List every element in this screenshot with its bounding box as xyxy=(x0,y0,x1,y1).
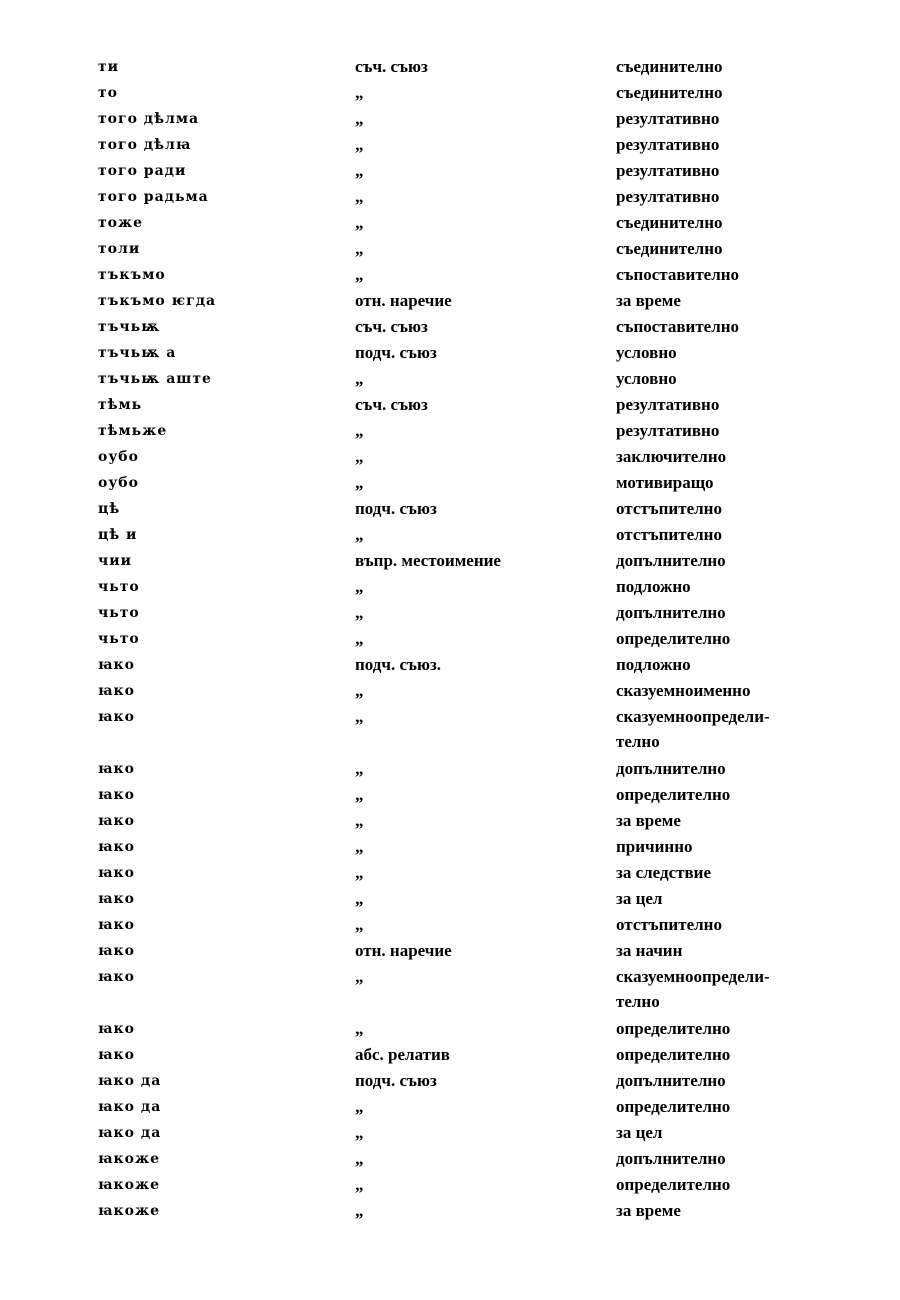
old-church-slavonic-word: цѣ xyxy=(98,501,121,517)
table-row xyxy=(0,938,900,964)
table-row xyxy=(0,236,900,262)
grammatical-category: „ xyxy=(355,447,364,466)
syntactic-function: за следствие xyxy=(616,863,712,882)
syntactic-function: за време xyxy=(616,1201,681,1220)
syntactic-function: съединително xyxy=(616,239,723,258)
grammatical-category: „ xyxy=(355,213,364,232)
table-row xyxy=(0,1198,900,1224)
table-row xyxy=(0,288,900,314)
syntactic-function: съединително xyxy=(616,83,723,102)
table-row xyxy=(0,1094,900,1120)
glossary-table xyxy=(0,54,900,1224)
grammatical-category: подч. съюз. xyxy=(355,655,442,674)
table-row xyxy=(0,574,900,600)
grammatical-category: подч. съюз xyxy=(355,1071,437,1090)
old-church-slavonic-word: оубо xyxy=(98,449,139,465)
old-church-slavonic-word: ꙗко xyxy=(98,969,135,985)
grammatical-category: „ xyxy=(355,1149,364,1168)
old-church-slavonic-word: ꙗко xyxy=(98,683,135,699)
old-church-slavonic-word: ꙗко да xyxy=(98,1125,162,1141)
table-row xyxy=(0,1068,900,1094)
grammatical-category: „ xyxy=(355,967,364,986)
syntactic-function: за цел xyxy=(616,889,663,908)
syntactic-function: сказуемноименно xyxy=(616,681,751,700)
grammatical-category: „ xyxy=(355,525,364,544)
grammatical-category: „ xyxy=(355,239,364,258)
old-church-slavonic-word: то xyxy=(98,85,119,101)
old-church-slavonic-word: того ради xyxy=(98,163,187,179)
grammatical-category: „ xyxy=(355,1123,364,1142)
syntactic-function: резултативно xyxy=(616,421,720,440)
grammatical-category: отн. наречие xyxy=(355,291,452,310)
syntactic-function: причинно xyxy=(616,837,693,856)
table-row xyxy=(0,548,900,574)
grammatical-category: „ xyxy=(355,785,364,804)
table-row xyxy=(0,652,900,678)
syntactic-function: допълнително xyxy=(616,759,726,778)
old-church-slavonic-word: ꙗко xyxy=(98,839,135,855)
old-church-slavonic-word: ꙗко xyxy=(98,943,135,959)
old-church-slavonic-word: тѣмьже xyxy=(98,423,168,439)
old-church-slavonic-word: чьто xyxy=(98,631,140,647)
old-church-slavonic-word: тъкъмо xyxy=(98,267,166,283)
grammatical-category: „ xyxy=(355,707,364,726)
grammatical-category: „ xyxy=(355,473,364,492)
table-row xyxy=(0,418,900,444)
old-church-slavonic-word: чии xyxy=(98,553,133,569)
grammatical-category: „ xyxy=(355,265,364,284)
old-church-slavonic-word: тоже xyxy=(98,215,144,231)
syntactic-function: заключително xyxy=(616,447,727,466)
table-row xyxy=(0,912,900,938)
syntactic-function: за цел xyxy=(616,1123,663,1142)
syntactic-function: подложно xyxy=(616,577,691,596)
old-church-slavonic-word: ꙗко xyxy=(98,917,135,933)
grammatical-category: абс. релатив xyxy=(355,1045,450,1064)
syntactic-function: съединително xyxy=(616,213,723,232)
table-row xyxy=(0,808,900,834)
old-church-slavonic-word: ꙗко xyxy=(98,865,135,881)
syntactic-function: допълнително xyxy=(616,603,726,622)
syntactic-function: отстъпително xyxy=(616,499,722,518)
syntactic-function: сказуемноопредели- телно xyxy=(616,707,770,751)
old-church-slavonic-word: ꙗко xyxy=(98,1047,135,1063)
table-row xyxy=(0,262,900,288)
old-church-slavonic-word: ꙗко xyxy=(98,657,135,673)
table-row xyxy=(0,314,900,340)
table-row xyxy=(0,444,900,470)
table-row xyxy=(0,886,900,912)
old-church-slavonic-word: ꙗкоже xyxy=(98,1203,161,1219)
table-row xyxy=(0,1172,900,1198)
syntactic-function: съпоставително xyxy=(616,265,740,284)
old-church-slavonic-word: чьто xyxy=(98,579,140,595)
syntactic-function: съединително xyxy=(616,57,723,76)
grammatical-category: „ xyxy=(355,1175,364,1194)
old-church-slavonic-word: тъчьѭ xyxy=(98,319,161,335)
syntactic-function: за време xyxy=(616,811,681,830)
syntactic-function: резултативно xyxy=(616,187,720,206)
syntactic-function: отстъпително xyxy=(616,915,722,934)
syntactic-function: подложно xyxy=(616,655,691,674)
grammatical-category: „ xyxy=(355,1019,364,1038)
grammatical-category: „ xyxy=(355,603,364,622)
grammatical-category: съч. съюз xyxy=(355,317,428,336)
old-church-slavonic-word: ꙗко да xyxy=(98,1099,162,1115)
syntactic-function: условно xyxy=(616,369,677,388)
grammatical-category: „ xyxy=(355,109,364,128)
grammatical-category: „ xyxy=(355,837,364,856)
grammatical-category: подч. съюз xyxy=(355,499,437,518)
table-row xyxy=(0,184,900,210)
grammatical-category: „ xyxy=(355,629,364,648)
table-row xyxy=(0,392,900,418)
table-row xyxy=(0,626,900,652)
old-church-slavonic-word: ꙗко xyxy=(98,1021,135,1037)
table-row xyxy=(0,210,900,236)
syntactic-function: допълнително xyxy=(616,1149,726,1168)
old-church-slavonic-word: ꙗко xyxy=(98,709,135,725)
table-row xyxy=(0,1146,900,1172)
table-row xyxy=(0,860,900,886)
table-row xyxy=(0,782,900,808)
table-row xyxy=(0,1016,900,1042)
old-church-slavonic-word: чьто xyxy=(98,605,140,621)
table-row xyxy=(0,704,900,756)
table-row xyxy=(0,80,900,106)
grammatical-category: отн. наречие xyxy=(355,941,452,960)
grammatical-category: „ xyxy=(355,863,364,882)
table-row xyxy=(0,1042,900,1068)
table-row xyxy=(0,756,900,782)
old-church-slavonic-word: того дѣлꙗ xyxy=(98,137,192,153)
table-row xyxy=(0,522,900,548)
old-church-slavonic-word: тъчьѭ аште xyxy=(98,371,212,387)
table-row xyxy=(0,678,900,704)
table-row xyxy=(0,470,900,496)
old-church-slavonic-word: оубо xyxy=(98,475,139,491)
grammatical-category: съч. съюз xyxy=(355,395,428,414)
table-row xyxy=(0,600,900,626)
grammatical-category: „ xyxy=(355,759,364,778)
old-church-slavonic-word: ꙗко xyxy=(98,891,135,907)
old-church-slavonic-word: ꙗко да xyxy=(98,1073,162,1089)
table-row xyxy=(0,496,900,522)
old-church-slavonic-word: толи xyxy=(98,241,141,257)
grammatical-category: „ xyxy=(355,1097,364,1116)
grammatical-category: „ xyxy=(355,577,364,596)
syntactic-function: съпоставително xyxy=(616,317,740,336)
table-row xyxy=(0,1120,900,1146)
syntactic-function: определително xyxy=(616,785,731,804)
syntactic-function: сказуемноопредели- телно xyxy=(616,967,770,1011)
table-row xyxy=(0,132,900,158)
old-church-slavonic-word: ꙗкоже xyxy=(98,1177,161,1193)
grammatical-category: „ xyxy=(355,83,364,102)
syntactic-function: отстъпително xyxy=(616,525,722,544)
syntactic-function: определително xyxy=(616,1175,731,1194)
syntactic-function: допълнително xyxy=(616,1071,726,1090)
grammatical-category: въпр. местоимение xyxy=(355,551,501,570)
grammatical-category: „ xyxy=(355,369,364,388)
table-row xyxy=(0,834,900,860)
grammatical-category: „ xyxy=(355,1201,364,1220)
old-church-slavonic-word: тъкъмо ѥгда xyxy=(98,293,217,309)
old-church-slavonic-word: того дѣлма xyxy=(98,111,200,127)
old-church-slavonic-word: ꙗко xyxy=(98,813,135,829)
grammatical-category: „ xyxy=(355,161,364,180)
grammatical-category: „ xyxy=(355,135,364,154)
grammatical-category: подч. съюз xyxy=(355,343,437,362)
old-church-slavonic-word: тъчьѭ а xyxy=(98,345,177,361)
syntactic-function: мотивиращо xyxy=(616,473,714,492)
table-row xyxy=(0,106,900,132)
table-row xyxy=(0,54,900,80)
syntactic-function: резултативно xyxy=(616,161,720,180)
table-row xyxy=(0,964,900,1016)
grammatical-category: „ xyxy=(355,421,364,440)
old-church-slavonic-word: того радьма xyxy=(98,189,209,205)
table-row xyxy=(0,158,900,184)
syntactic-function: за време xyxy=(616,291,681,310)
table-row xyxy=(0,340,900,366)
old-church-slavonic-word: ꙗко xyxy=(98,787,135,803)
old-church-slavonic-word: ꙗкоже xyxy=(98,1151,161,1167)
syntactic-function: резултативно xyxy=(616,135,720,154)
grammatical-category: „ xyxy=(355,889,364,908)
syntactic-function: определително xyxy=(616,629,731,648)
grammatical-category: съч. съюз xyxy=(355,57,428,76)
syntactic-function: условно xyxy=(616,343,677,362)
syntactic-function: определително xyxy=(616,1045,731,1064)
grammatical-category: „ xyxy=(355,187,364,206)
syntactic-function: определително xyxy=(616,1019,731,1038)
old-church-slavonic-word: ꙗко xyxy=(98,761,135,777)
syntactic-function: определително xyxy=(616,1097,731,1116)
syntactic-function: допълнително xyxy=(616,551,726,570)
syntactic-function: резултативно xyxy=(616,395,720,414)
old-church-slavonic-word: тѣмь xyxy=(98,397,143,413)
grammatical-category: „ xyxy=(355,915,364,934)
syntactic-function: за начин xyxy=(616,941,683,960)
grammatical-category: „ xyxy=(355,811,364,830)
grammatical-category: „ xyxy=(355,681,364,700)
old-church-slavonic-word: цѣ и xyxy=(98,527,138,543)
old-church-slavonic-word: ти xyxy=(98,59,120,75)
table-row xyxy=(0,366,900,392)
syntactic-function: резултативно xyxy=(616,109,720,128)
